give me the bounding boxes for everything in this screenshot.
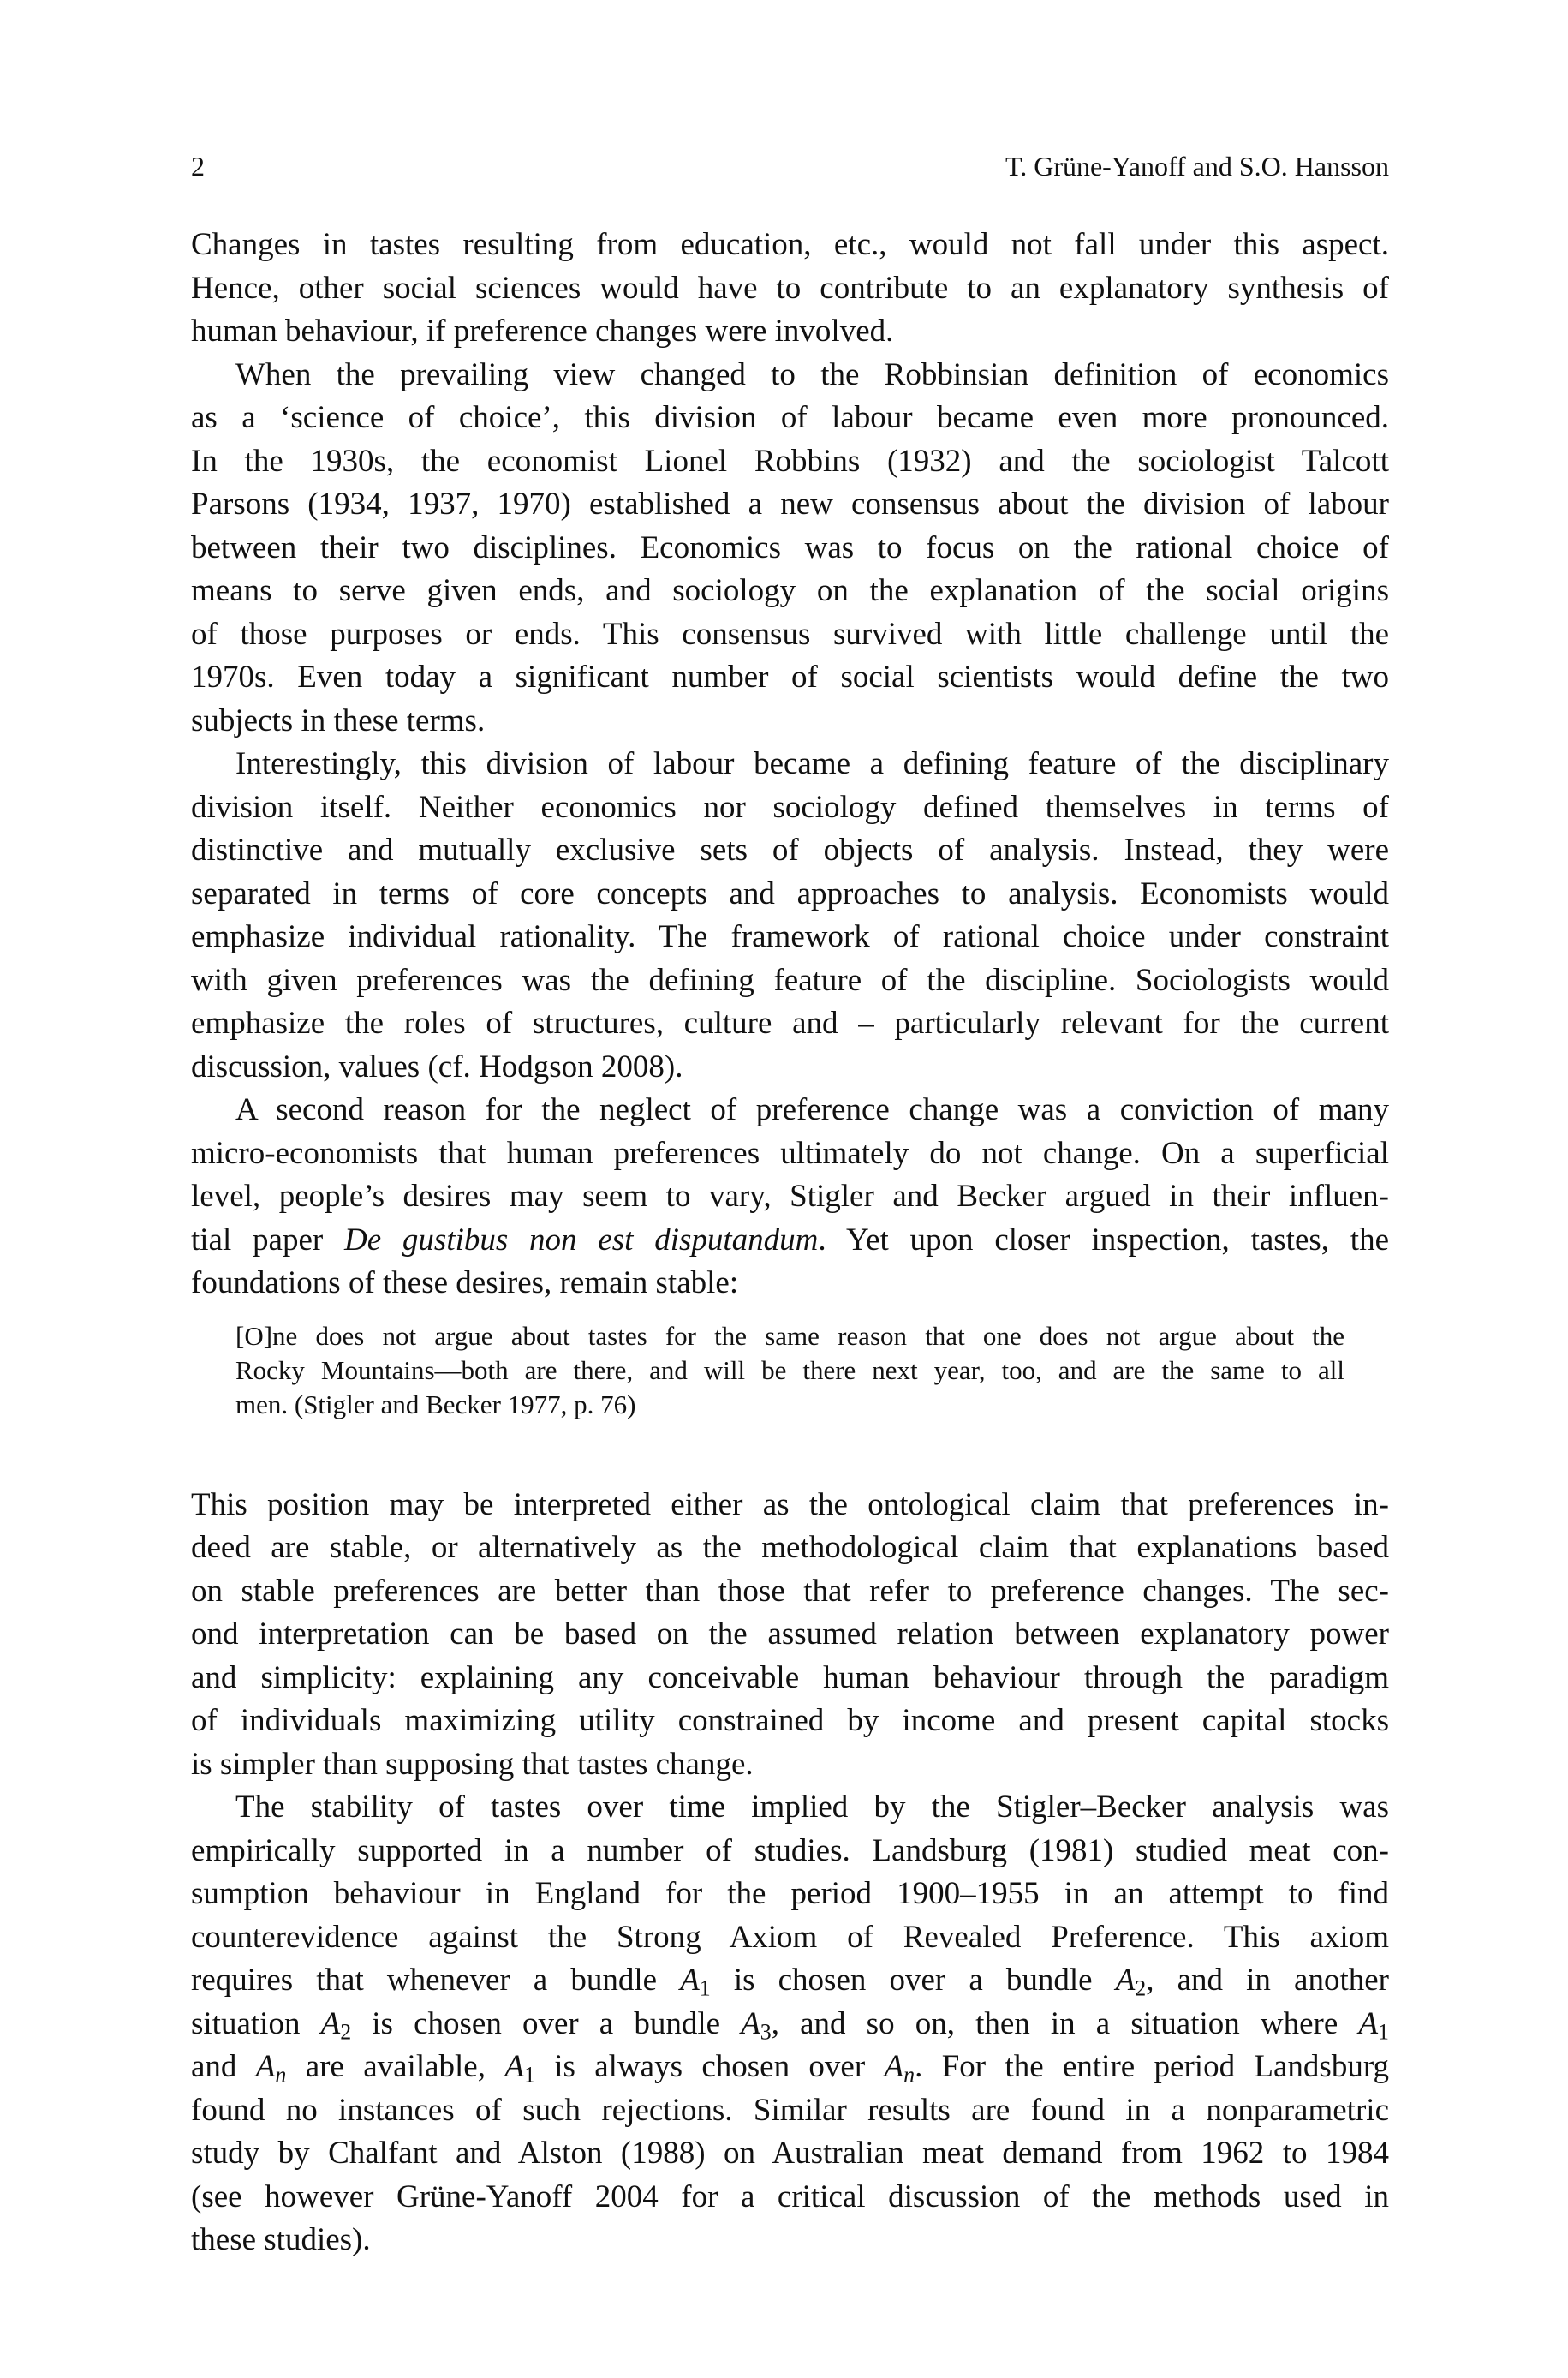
italic-text: De gustibus non est disputandum [344,1222,819,1258]
text-run: on stable preferences are better than those that refer to preference changes. The sec- [191,1573,1389,1609]
text-run: . For the entire period Landsburg [915,2049,1389,2084]
text-line [191,2089,1389,2133]
text-line [191,656,1389,700]
italic-text: A [255,2049,276,2084]
text-run: and simplicity: explaining any conceivable human behaviour through the paradigm [191,1659,1389,1695]
text-run: empirically supported in a number of studies. Landsburg (1981) studied meat con- [191,1832,1389,1868]
text-run: as a ‘science of choice’, this division of labour became even more pronounced. [191,400,1389,435]
text-line [191,1132,1389,1176]
text-run: ond interpretation can be based on the assumed relation between explanatory power [191,1616,1389,1652]
subscript: 2 [1135,1975,1147,2001]
text-run: Rocky Mountains—both are there, and will be there next year, too, and are the same to all [235,1354,1344,1385]
text-run: men. (Stigler and Becker 1977, p. 76) [235,1389,636,1419]
text-run: is simpler than supposing that tastes change. [191,1746,754,1782]
text-run: and [191,2049,256,2084]
paragraph [191,1089,1389,1306]
text-line [191,1700,1389,1743]
text-line [191,2003,1389,2046]
text-line [191,2176,1389,2220]
text-line [191,959,1389,1003]
text-line [235,1388,1344,1422]
text-run: [O]ne does not argue about tastes for the same reason that one does not argue about the [235,1320,1344,1351]
text-run: of individuals maximizing utility constrained by income and present capital stocks [191,1703,1389,1738]
text-line [191,700,1389,744]
text-run: This position may be interpreted either as the ontological claim that preferences in- [191,1486,1389,1522]
text-run: When the prevailing view changed to the Robbinsian definition of economics [235,356,1389,392]
text-line [191,916,1389,959]
subscript: 2 [340,2018,352,2044]
text-line [191,1219,1389,1263]
subscript: n [275,2062,287,2088]
text-line [191,1002,1389,1046]
text-line [191,2132,1389,2176]
text-run: counterevidence against the Strong Axiom of Revealed Preference. This axiom [191,1919,1389,1955]
text-line [191,440,1389,484]
text-line [191,527,1389,571]
text-line [235,1319,1344,1353]
text-line [191,1743,1389,1787]
text-line [191,2219,1389,2262]
text-run: emphasize individual rationality. The framework of rational choice under constraint [191,919,1389,954]
text-line [191,1916,1389,1960]
page-number: 2 [191,151,205,182]
italic-text: A [1358,2005,1379,2041]
text-run: study by Chalfant and Alston (1988) on Australian meat demand from 1962 to 1984 [191,2136,1389,2171]
text-run: means to serve given ends, and sociology on the explanation of the social origins [191,573,1389,608]
paragraph [191,354,1389,744]
text-line [191,354,1389,397]
text-run: sumption behaviour in England for the period 1900–1955 in an attempt to find [191,1876,1389,1911]
text-line [191,1484,1389,1527]
text-run: Changes in tastes resulting from education, etc., would not fall under this aspect. [191,227,1389,262]
subscript: 1 [1378,2018,1389,2044]
text-line [191,1175,1389,1219]
text-run: between their two disciplines. Economics was to focus on the rational choice of [191,529,1389,565]
text-run: In the 1930s, the economist Lionel Robbins (1932) and the sociologist Talcott [191,443,1389,479]
text-run: tial paper [191,1222,344,1258]
text-run: Hence, other social sciences would have to contribute to an explanatory synthesis of [191,270,1389,306]
text-line [191,829,1389,873]
italic-text: A [1115,1963,1136,1998]
text-run: are available, [286,2049,505,2084]
text-run: of those purposes or ends. This consensus survived with little challenge until the [191,616,1389,652]
text-run: is chosen over a bundle [710,1963,1116,1998]
text-line [235,1353,1344,1388]
running-head-authors: T. Grüne-Yanoff and S.O. Hansson [1005,151,1389,182]
text-line [191,1613,1389,1657]
text-line [191,1657,1389,1700]
paragraph [191,1484,1389,1787]
italic-text: A [320,2005,341,2041]
italic-text: A [504,2049,524,2084]
text-line [191,786,1389,830]
block-quote [235,1319,1344,1422]
paragraph [191,743,1389,1089]
text-line [191,613,1389,657]
text-line [191,743,1389,786]
text-run: Parsons (1934, 1937, 1970) established a new consensus about the division of labour [191,487,1389,522]
text-line [191,1262,1389,1306]
paragraph [191,1786,1389,2262]
text-line [191,2046,1389,2089]
text-run: division itself. Neither economics nor sociology defined themselves in terms of [191,789,1389,825]
text-run: (see however Grüne-Yanoff 2004 for a critical discussion of the methods used in [191,2178,1389,2214]
text-run: situation [191,2005,321,2041]
text-run: micro-economists that human preferences ultimately do not change. On a superficial [191,1135,1389,1171]
text-run: , and so on, then in a situation where [771,2005,1359,2041]
text-run: human behaviour, if preference changes were involved. [191,314,894,349]
text-line [191,1830,1389,1873]
text-run: subjects in these terms. [191,702,486,738]
text-run: deed are stable, or alternatively as the methodological claim that explanations based [191,1530,1389,1565]
text-line [191,483,1389,527]
text-line [191,1046,1389,1090]
text-run: foundations of these desires, remain stable: [191,1265,739,1300]
subscript: 1 [523,2062,535,2088]
text-line [191,570,1389,613]
italic-text: A [741,2005,760,2041]
text-run: . Yet upon closer inspection, tastes, the [818,1222,1390,1258]
text-line [191,1527,1389,1570]
text-run: Interestingly, this division of labour became a defining feature of the disciplinary [235,746,1389,781]
italic-text: A [680,1963,700,1998]
running-header [191,151,1389,182]
text-run: these studies). [191,2222,371,2257]
text-run: is chosen over a bundle [351,2005,742,2041]
text-line [191,1089,1389,1132]
text-run: is always chosen over [534,2049,885,2084]
text-line [191,873,1389,917]
text-run: requires that whenever a bundle [191,1963,681,1998]
text-run: separated in terms of core concepts and approaches to analysis. Economists would [191,875,1389,911]
text-run: level, people’s desires may seem to vary, Stigler and Becker argued in their influen- [191,1179,1389,1214]
subscript: 1 [699,1975,711,2001]
text-line [191,397,1389,440]
text-line [191,267,1389,311]
text-run: with given preferences was the defining feature of the discipline. Sociologists would [191,962,1389,998]
text-run: discussion, values (cf. Hodgson 2008). [191,1049,683,1084]
text-line [191,224,1389,267]
text-run: A second reason for the neglect of preference change was a conviction of many [235,1092,1389,1127]
text-line [191,1570,1389,1614]
italic-text: A [884,2049,904,2084]
subscript: 3 [760,2018,772,2044]
page-body [191,224,1389,2262]
text-run: emphasize the roles of structures, culture and – particularly relevant for the current [191,1006,1389,1041]
text-run: 1970s. Even today a significant number of social scientists would define the two [191,660,1389,695]
subscript: n [903,2062,915,2088]
text-run: , and in another [1146,1963,1389,1998]
text-run: found no instances of such rejections. Similar results are found in a nonparametric [191,2092,1389,2128]
text-run: The stability of tastes over time implied by the Stigler–Becker analysis was [235,1789,1389,1825]
paragraph [191,224,1389,354]
text-line [191,1873,1389,1916]
text-run: distinctive and mutually exclusive sets of objects of analysis. Instead, they were [191,833,1389,868]
text-line [191,1959,1389,2003]
text-line [191,310,1389,354]
text-line [191,1786,1389,1830]
